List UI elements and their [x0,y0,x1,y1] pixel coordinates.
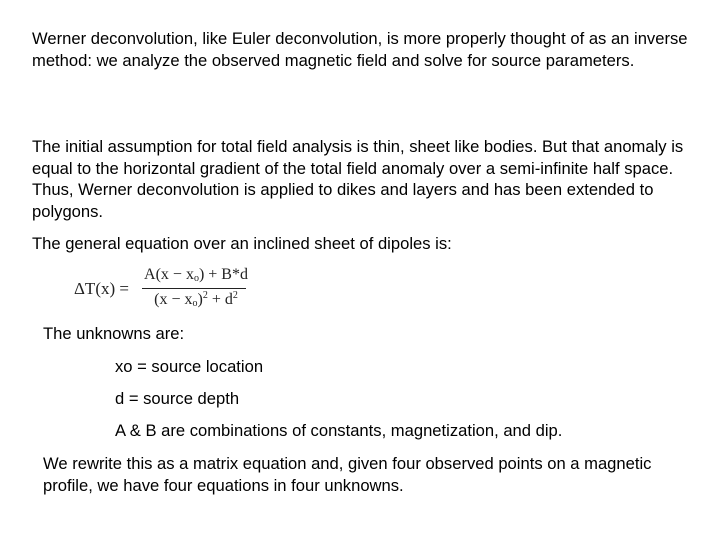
equation-denominator: $(x - x_o)^2 + d^2$ [154,290,238,309]
assumption-paragraph: The initial assumption for total field analysis is thin, sheet like bodies. But that anomaly is equal to the horizontal gradient of the total field anomaly over a semi-infinite half space. Thus, Werner deconvolution is applied to dikes and layers and has been extended to polygons. [32,137,684,221]
equation-numerator: $A(x - x_o) + B*d$ [144,266,248,284]
unknown-item: xo = source location [115,357,264,376]
equation-lhs: ΔT(x) = [74,279,129,298]
matrix-paragraph: We rewrite this as a matrix equation and, given four observed points on a magnetic profile, we have four equations in four unknowns. [43,454,652,495]
unknown-item: d = source depth [115,389,240,408]
fraction-bar [142,288,246,289]
equation-fraction [142,266,250,312]
unknowns-heading: The unknowns are: [43,324,185,343]
general-equation-intro: The general equation over an inclined sheet of dipoles is: [32,234,452,253]
intro-paragraph: Werner deconvolution, like Euler deconvolution, is more properly thought of as an inverse method: we analyze the observed magnetic field and solve for source parameters. [32,29,688,70]
unknown-item: A & B are combinations of constants, magnetization, and dip. [115,421,563,440]
werner-equation [74,266,254,314]
